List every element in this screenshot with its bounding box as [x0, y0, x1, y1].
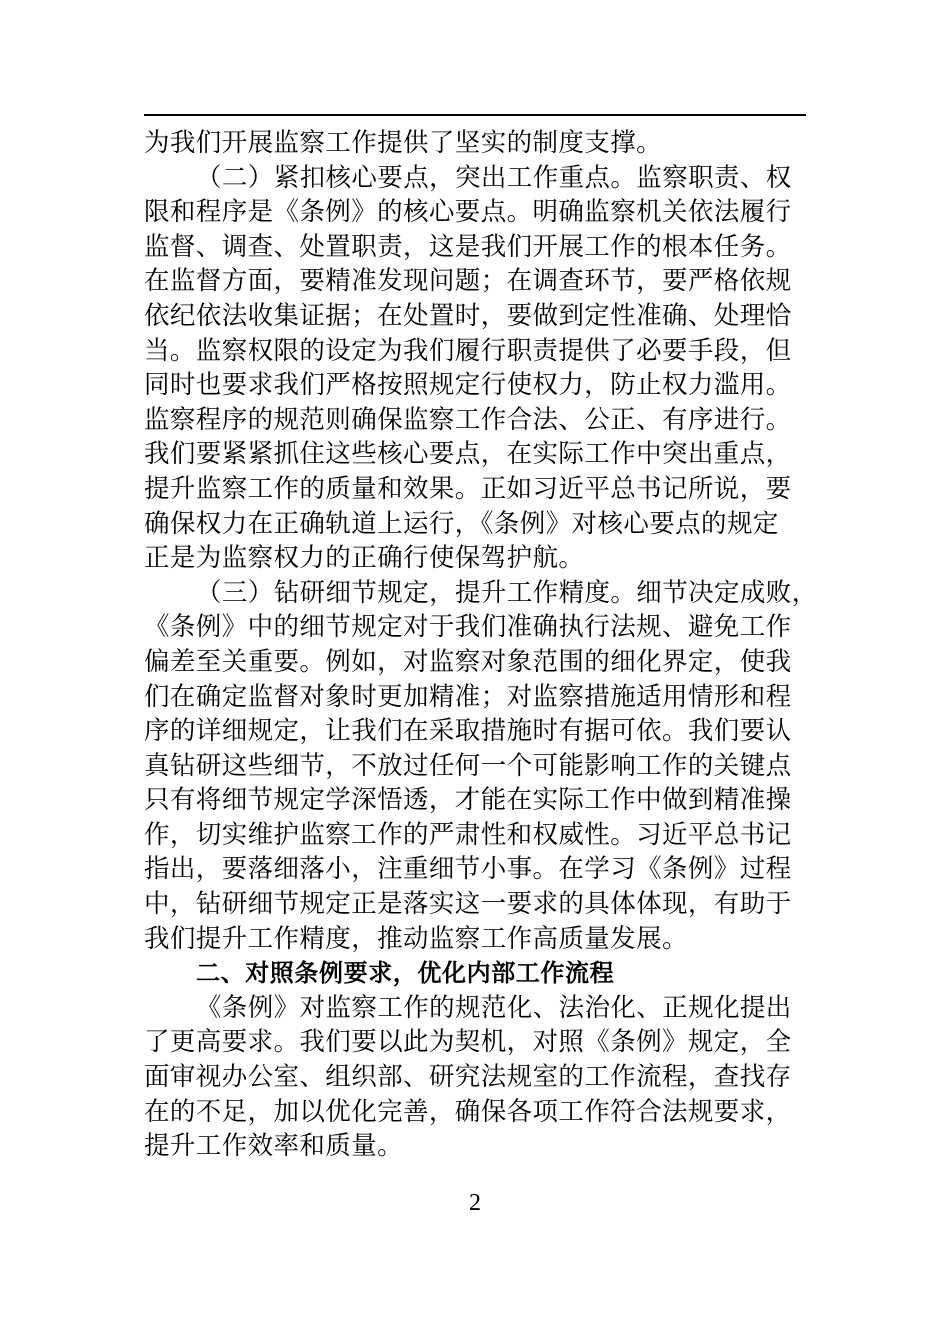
paragraph-line: 序的详细规定，让我们在采取措施时有据可依。我们要认: [144, 716, 792, 747]
paragraph-line: 依纪依法收集证据；在处置时，要做到定性准确、处理恰: [144, 300, 792, 331]
paragraph-line: 指出，要落细落小，注重细节小事。在学习《条例》过程: [144, 854, 792, 885]
paragraph-line: 监督、调查、处置职责，这是我们开展工作的根本任务。: [144, 231, 792, 262]
paragraph-line: 了更高要求。我们要以此为契机，对照《条例》规定，全: [144, 1027, 792, 1058]
body-text: [144, 126, 844, 1164]
paragraph-line: 正是为监察权力的正确行使保驾护航。: [144, 543, 585, 574]
paragraph-line: 当。监察权限的设定为我们履行职责提供了必要手段，但: [144, 335, 792, 366]
paragraph-line: 中，钻研细节规定正是落实这一要求的具体体现，有助于: [144, 889, 792, 920]
paragraph-line: 我们提升工作精度，推动监察工作高质量发展。: [144, 923, 688, 954]
header-rule: [144, 114, 806, 116]
paragraph-line: 面审视办公室、组织部、研究法规室的工作流程，查找存: [144, 1062, 792, 1093]
paragraph-line: 《条例》中的细节规定对于我们准确执行法规、避免工作: [144, 612, 792, 643]
paragraph-line: 监察程序的规范则确保监察工作合法、公正、有序进行。: [144, 404, 792, 435]
paragraph-line: 在监督方面，要精准发现问题；在调查环节，要严格依规: [144, 266, 792, 297]
paragraph-line: 同时也要求我们严格按照规定行使权力，防止权力滥用。: [144, 370, 792, 401]
paragraph-line: 偏差至关重要。例如，对监察对象范围的细化界定，使我: [144, 646, 792, 677]
section-paragraph-start: （二）紧扣核心要点，突出工作重点。监察职责、权: [196, 162, 792, 193]
paragraph-line: 在的不足，加以优化完善，确保各项工作符合法规要求，: [144, 1096, 792, 1127]
page-number: 2: [469, 1190, 481, 1216]
paragraph-line: 们在确定监督对象时更加精准；对监察措施适用情形和程: [144, 681, 792, 712]
paragraph-line: 我们要紧紧抓住这些核心要点，在实际工作中突出重点，: [144, 439, 792, 470]
paragraph-line: 提升监察工作的质量和效果。正如习近平总书记所说，要: [144, 473, 792, 504]
section-paragraph-start: （三）钻研细节规定，提升工作精度。细节决定成败，: [196, 577, 818, 608]
section-paragraph-start: 《条例》对监察工作的规范化、法治化、正规化提出: [196, 992, 792, 1023]
paragraph-line: 确保权力在正确轨道上运行，《条例》对核心要点的规定: [144, 508, 779, 539]
paragraph-line: 为我们开展监察工作提供了坚实的制度支撑。: [144, 128, 663, 158]
paragraph-line: 作，切实维护监察工作的严肃性和权威性。习近平总书记: [144, 819, 792, 850]
paragraph-line: 真钻研这些细节，不放过任何一个可能影响工作的关键点: [144, 750, 792, 781]
paragraph-line: 只有将细节规定学深悟透，才能在实际工作中做到精准操: [144, 785, 792, 816]
section-heading: 二、对照条例要求，优化内部工作流程: [196, 959, 615, 988]
paragraph-line: 提升工作效率和质量。: [144, 1131, 404, 1162]
paragraph-line: 限和程序是《条例》的核心要点。明确监察机关依法履行: [144, 197, 792, 228]
